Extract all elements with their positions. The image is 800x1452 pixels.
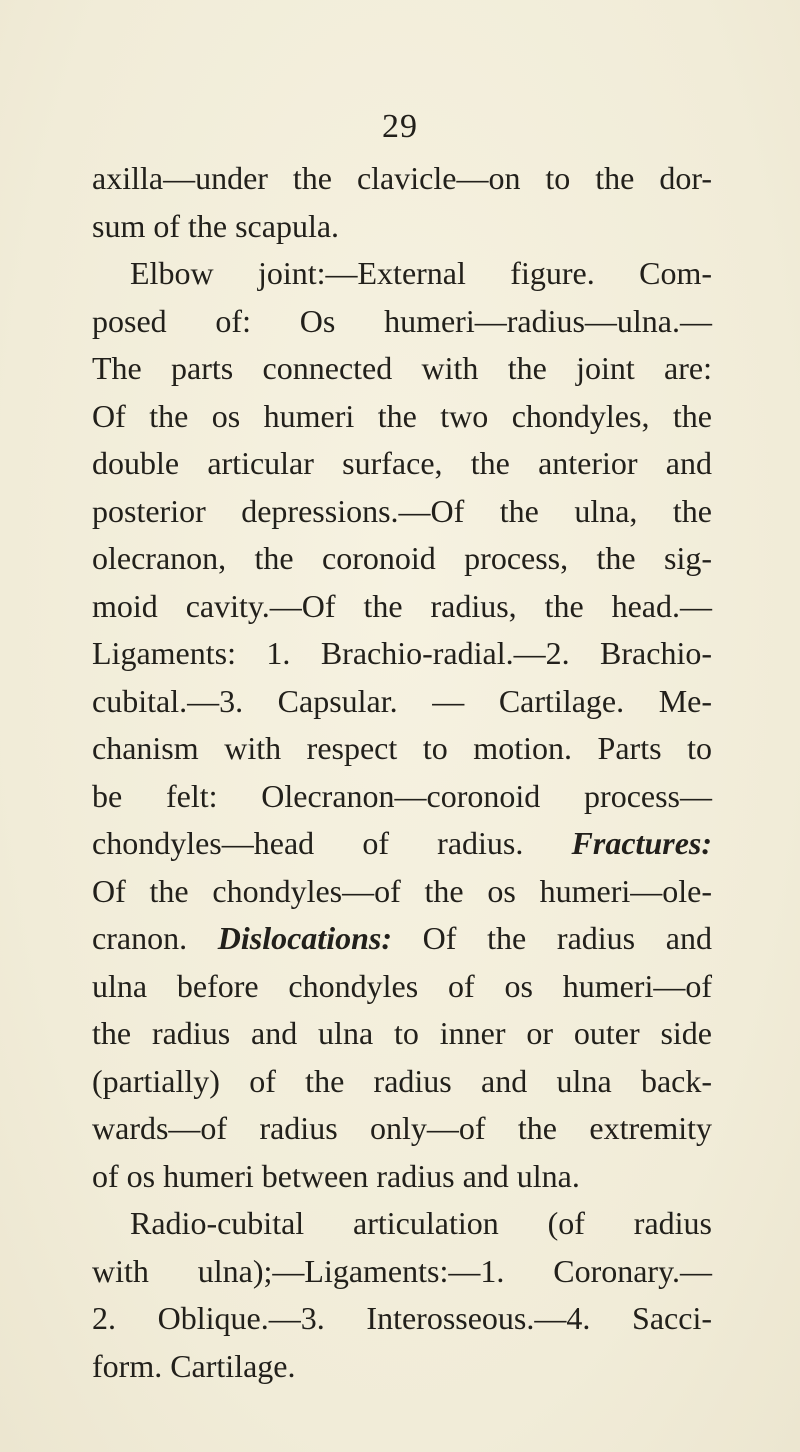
text-segment: Of the radius and [391,920,712,956]
text-line: posed of: Os humeri—radius—ulna.— [92,302,712,339]
text-line: olecranon, the coronoid process, the sig- [92,540,712,576]
text-line: be felt: Olecranon—coronoid process— [92,777,712,814]
text-line: sum of the scapula. [92,207,340,244]
heading-dislocations: Dislocations: [217,920,392,956]
text-line: Of the chondyles—of the os humeri—ole- [92,872,712,909]
text-line: 2. Oblique.—3. Interosseous.—4. Sacci- [92,1300,712,1336]
text-line: Of the os humeri the two chondyles, the [92,397,712,434]
text-line: Elbow joint:—External figure. Com- [130,255,712,291]
heading-fractures: Fractures: [571,825,712,861]
text-line: cubital.—3. Capsular. — Cartilage. Me- [92,682,712,719]
text-line: posterior depressions.—Of the ulna, the [92,492,712,529]
text-line: Ligaments: 1. Brachio-radial.—2. Brachio- [92,635,712,671]
page-number: 29 [382,108,418,145]
text-line: Radio-cubital articulation (of radius [130,1205,712,1241]
text-line [92,915,712,963]
text-line: form. Cartilage. [92,1347,296,1384]
text-line: axilla—under the clavicle—on to the dor- [92,160,712,196]
text-line: moid cavity.—Of the radius, the head.— [92,587,712,624]
text-line: double articular surface, the anterior and [92,445,712,481]
text-line: wards—of radius only—of the extremity [92,1110,712,1146]
text-line: the radius and ulna to inner or outer side [92,1015,712,1051]
text-segment: chondyles—head of radius. [92,825,572,861]
body-text [92,155,712,1390]
text-line: (partially) of the radius and ulna back- [92,1062,712,1099]
text-line: with ulna);—Ligaments:—1. Coronary.— [92,1252,712,1289]
text-line: The parts connected with the joint are: [92,350,712,386]
text-line: chanism with respect to motion. Parts to [92,730,712,766]
text-line [92,820,712,868]
text-line: of os humeri between radius and ulna. [92,1157,580,1194]
text-line: ulna before chondyles of os humeri—of [92,967,712,1004]
text-segment: cranon. [92,920,218,956]
